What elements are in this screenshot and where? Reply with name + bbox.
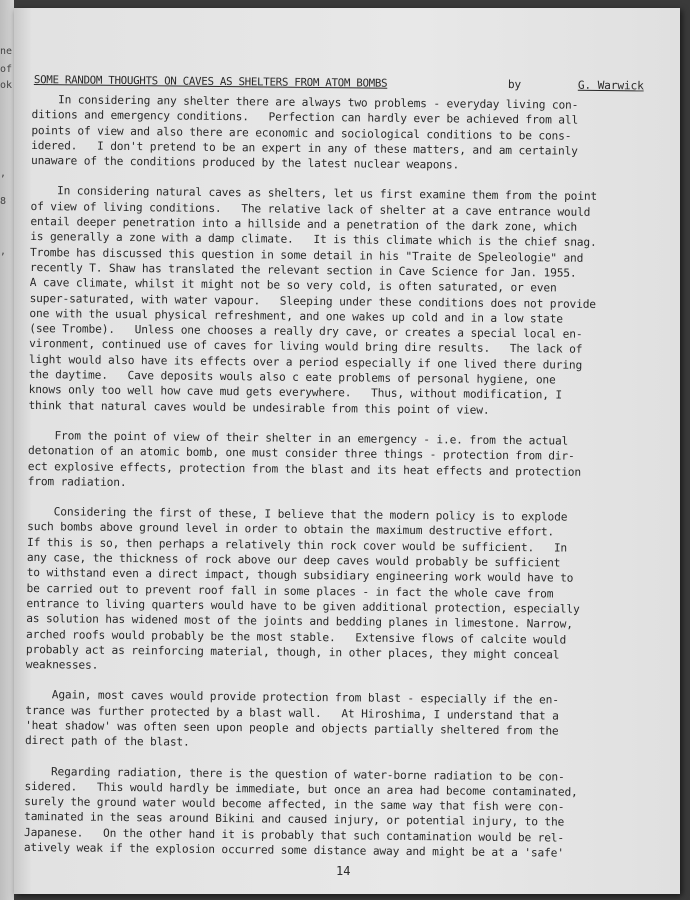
text-line: knows only too well how cave mud gets everywhere. Thus, without modification, I	[28, 383, 563, 402]
text-line: Trombe has discussed this question in some detail in his "Traite de Speleologie" and	[30, 245, 584, 265]
byline-label: by	[507, 77, 522, 92]
text-line: Japanese. On the other hand it is probably that such contamination would be rel-	[23, 825, 565, 845]
text-line: sidered. This would hardly be immediate, but once an area had become contaminated,	[24, 779, 578, 799]
text-line: such bombs above ground level in order to obtain the maximum destructive effort.	[27, 520, 555, 539]
text-line: idered. I don't pretend to be an expert in any of these matters, and am certainly	[31, 138, 578, 158]
text-line: A cave climate, whilst it might not be so very cold, is often saturated, or even	[29, 276, 557, 295]
text-line: In considering any shelter there are always two problems - everyday living con-	[31, 92, 579, 112]
text-line: light would also have its effects over a period especially if one lived there during	[28, 352, 583, 372]
text-line: weaknesses.	[25, 658, 99, 672]
margin-fragment: ,	[0, 168, 7, 179]
text-line: arched roofs would probably be the most stable. Extensive flows of calcite would	[26, 627, 567, 647]
text-line: probably act as reinforcing material, though, in other places, they might conceal	[25, 642, 560, 662]
document-body	[24, 70, 672, 877]
paragraph	[24, 764, 665, 862]
text-line: recently T. Shaw has translated the relevant section in Cave Science for Jan. 1955.	[29, 260, 577, 280]
text-line: entrance to living quarters would have to be given additional protection, especially	[26, 596, 580, 616]
text-line: of view of living conditions. The relative lack of shelter at a cave entrance would	[30, 199, 591, 219]
text-line: Again, most caves would provide protection from blast - especially if the en-	[25, 688, 559, 707]
text-line: to withstand even a direct impact, though subsidiary engineering work would have to	[26, 566, 574, 586]
text-line: unaware of the conditions produced by the latest nuclear weapons.	[30, 154, 460, 172]
text-line: 'heat shadow' was often seen upon people and objects partially sheltered from the	[25, 718, 559, 738]
text-line: one with the usual physical refreshment, and one wakes up cold and in a low state	[29, 306, 563, 326]
text-line: super-saturated, with water vapour. Sleeping under these conditions does not provide	[29, 291, 597, 311]
text-line: (see Trombe). Unless one chooses a really dry cave, or creates a special local en-	[29, 322, 583, 341]
margin-fragment: ne	[0, 46, 13, 57]
paragraph	[26, 504, 668, 679]
margin-fragment: ,	[0, 246, 7, 257]
text-line: Regarding radiation, there is the question of water-borne radiation to be con-	[24, 764, 565, 784]
margin-fragment: ok	[0, 80, 13, 91]
text-line: think that natural caves would be undesirable from this point of view.	[28, 398, 490, 417]
text-line: as solution has widened most of the joints and bedding planes in limestone. Narrow,	[26, 612, 573, 631]
text-line: is generally a zone with a damp climate. It is this climate which is the chief snag.	[30, 230, 597, 250]
text-line: points of view and also there are economic and sociological conditions to be cons-	[31, 123, 572, 143]
text-line: surely the ground water would become affected, in the same way that fish were con-	[24, 795, 565, 814]
paragraph	[28, 183, 670, 419]
text-line: In considering natural caves as shelters, let us first examine them from the point	[30, 184, 598, 204]
text-line: If this is so, then perhaps a relatively thin rock cover would be sufficient. In	[26, 535, 568, 555]
text-line: vironment, continued use of caves for living would bring dire results. The lack of	[29, 337, 583, 357]
margin-fragment: of	[0, 64, 13, 75]
text-line: Considering the first of these, I believe that the modern policy is to explode	[27, 505, 568, 524]
paragraph	[28, 428, 669, 496]
document-title: SOME RANDOM THOUGHTS ON CAVES AS SHELTERS FROM ATOM BOMBS	[33, 73, 388, 90]
page-number: 14	[336, 864, 351, 878]
document-page	[14, 8, 680, 894]
author-name: G. Warwick	[577, 78, 644, 93]
text-line: trance was further protected by a blast wall. At Hiroshima, I understand that a	[25, 703, 559, 723]
margin-fragment: 8	[0, 196, 7, 207]
text-line: any case, the thickness of rock above our deep caves would probably be sufficient	[26, 550, 561, 570]
paragraph	[31, 92, 672, 175]
text-line: the daytime. Cave deposits wouls also c eate problems of personal hygiene, one	[28, 368, 556, 387]
text-line: from radiation.	[27, 474, 127, 489]
paragraph	[25, 687, 666, 755]
text-line: taminated in the seas around Bikini and caused injury, or potential injury, to the	[24, 810, 565, 830]
text-line: entail deeper penetration into a hillside and a penetration of the dark zone, which	[30, 215, 578, 234]
text-line: be carried out to prevent roof fall in some places - in fact the whole cave from	[26, 581, 554, 601]
text-line: atively weak if the explosion occurred some distance away and might be at a 'safe'	[23, 841, 564, 860]
text-line: detonation of an atomic bomb, one must consider three things - protection from dir-	[27, 444, 575, 463]
paragraphs-container	[24, 92, 672, 862]
text-line: ect explosive effects, protection from the blast and its heat effects and protection	[27, 459, 582, 479]
previous-page-edge	[0, 0, 14, 900]
text-line: From the point of view of their shelter in an emergency - i.e. from the actual	[28, 428, 569, 448]
text-line: direct path of the blast.	[24, 734, 190, 749]
text-line: ditions and emergency conditions. Perfection can hardly ever be achieved from all	[31, 108, 579, 128]
